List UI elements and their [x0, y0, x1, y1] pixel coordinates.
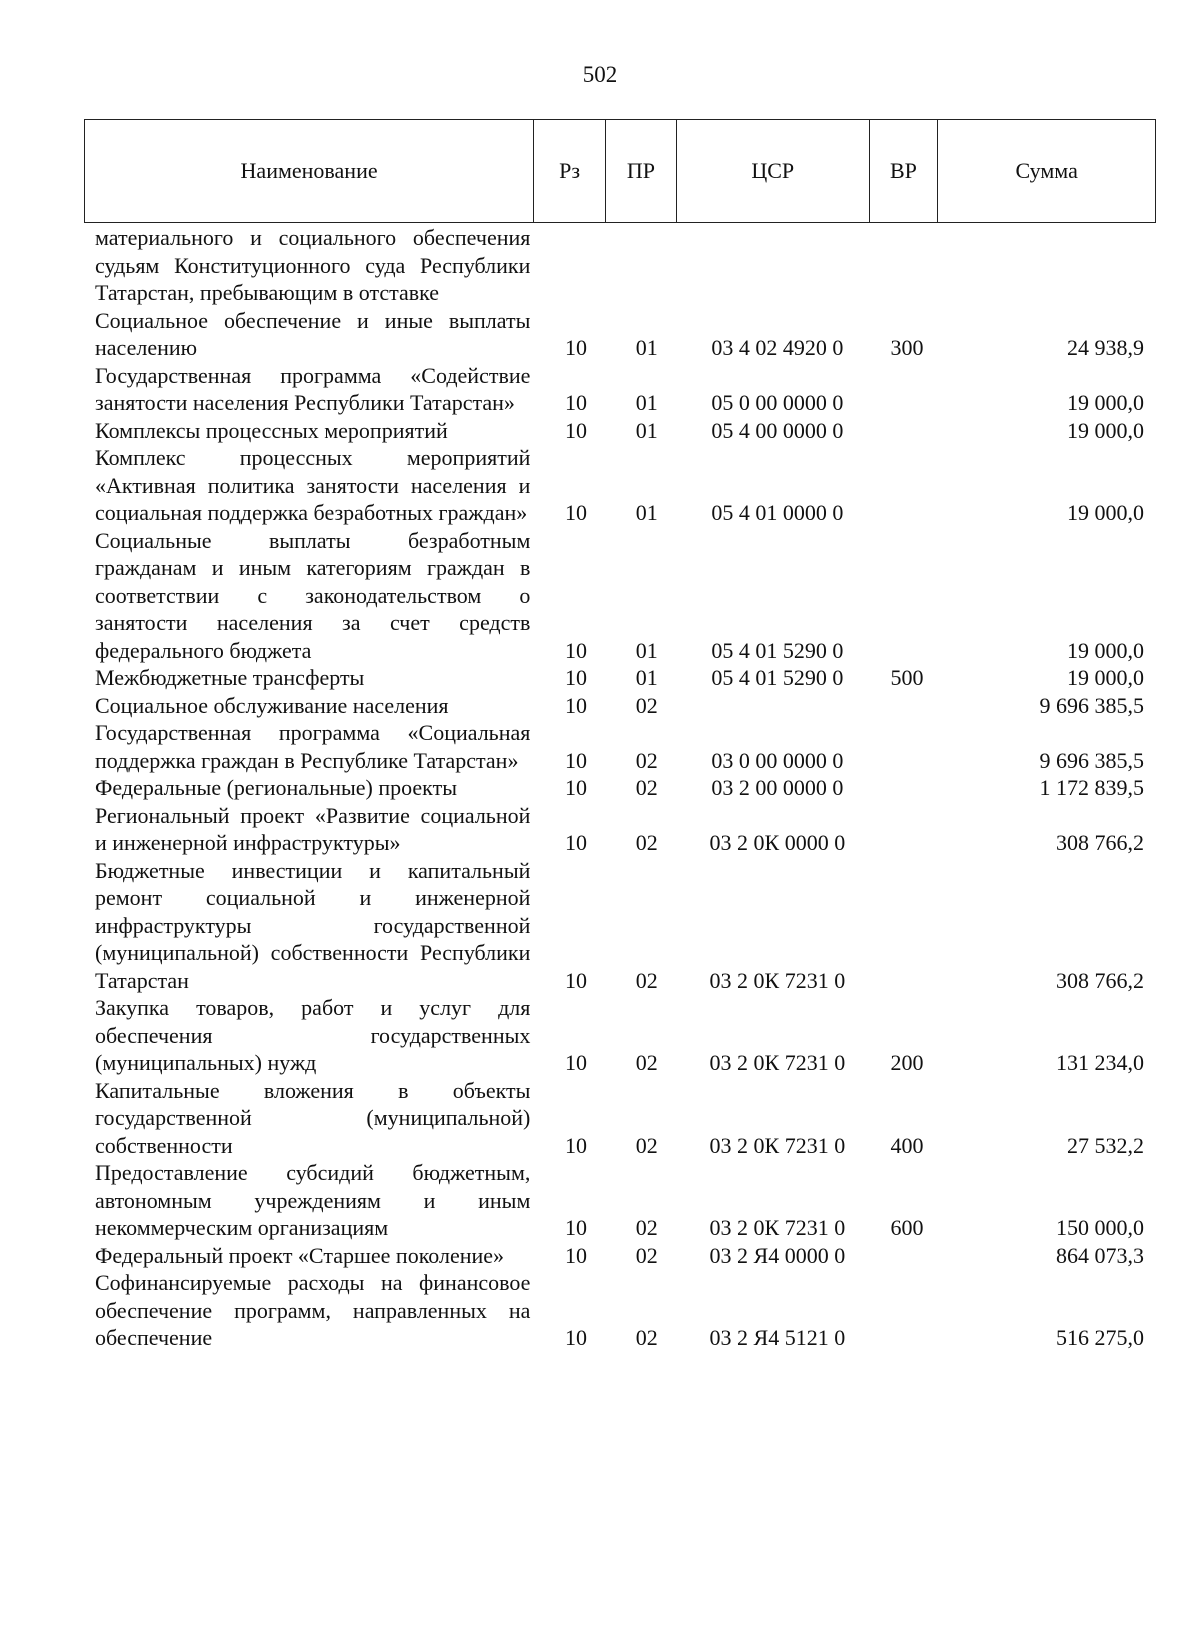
row-sum: 19 000,0: [1067, 390, 1145, 415]
row-csr: 03 2 0К 7231 0: [709, 1132, 846, 1158]
row-name: Комплексы процессных мероприятий: [95, 417, 448, 443]
row-name: Софинансируемые расходы на финансовое обеспечение программ, направленных на обеспечение: [95, 1270, 531, 1350]
table-row: [84, 307, 1156, 362]
table-row: [84, 692, 1156, 720]
table-row: [84, 1077, 1156, 1160]
row-csr: 03 2 Я4 0000 0: [709, 1242, 846, 1268]
row-rz: 10: [565, 747, 588, 773]
row-rz: 10: [565, 775, 588, 800]
row-pr: 02: [635, 1242, 658, 1268]
row-name: Закупка товаров, работ и услуг для обеспечения государственных (муниципальных) нужд: [95, 995, 531, 1075]
header-pr: ПР: [606, 120, 677, 222]
row-rz: 10: [565, 967, 588, 993]
row-rz: 10: [565, 830, 588, 855]
row-rz: 10: [565, 500, 588, 525]
row-sum: 131 234,0: [1056, 1050, 1145, 1075]
row-sum: 9 696 385,5: [1039, 747, 1145, 773]
table-row: [84, 994, 1156, 1077]
row-sum: 308 766,2: [1056, 830, 1145, 855]
row-rz: 10: [565, 1325, 588, 1350]
row-csr: 03 2 0К 7231 0: [709, 1050, 846, 1075]
row-name: Межбюджетные трансферты: [95, 665, 365, 690]
row-sum: 24 938,9: [1067, 335, 1145, 360]
row-pr: 02: [635, 747, 658, 773]
row-csr: 03 4 02 4920 0: [711, 335, 844, 360]
header-sum: Сумма: [1015, 158, 1078, 183]
row-sum: 19 000,0: [1067, 665, 1145, 690]
row-rz: 10: [565, 692, 588, 718]
row-csr: 05 4 01 5290 0: [711, 637, 844, 663]
table-row: [84, 1159, 1156, 1242]
row-pr: 01: [635, 417, 658, 443]
table-row: [84, 1269, 1156, 1352]
row-csr: 05 4 01 5290 0: [711, 665, 844, 690]
row-name: Предоставление субсидий бюджетным, автономным учреждениям и иным некоммерческим организациям: [95, 1160, 531, 1240]
table-row: [84, 417, 1156, 445]
row-rz: 10: [565, 637, 588, 663]
row-sum: 19 000,0: [1067, 637, 1145, 663]
table-row: [84, 527, 1156, 665]
row-name: Бюджетные инвестиции и капитальный ремонт социальной и инженерной инфраструктуры государственной (муниципальной) собственности Республики Татарстан: [95, 857, 531, 993]
row-name: Региональный проект «Развитие социальной и инженерной инфраструктуры»: [95, 802, 531, 855]
row-pr: 02: [635, 1215, 658, 1240]
row-name: Федеральный проект «Старшее поколение»: [95, 1242, 505, 1268]
table-row: [84, 664, 1156, 692]
row-csr: 05 4 00 0000 0: [711, 417, 844, 443]
row-name: материального и социального обеспечения судьям Конституционного суда Республики Татарстан, пребывающим в отставке: [95, 225, 531, 305]
row-csr: 03 2 0К 7231 0: [709, 967, 846, 993]
row-sum: 516 275,0: [1056, 1325, 1145, 1350]
row-csr: 03 2 Я4 5121 0: [709, 1325, 846, 1350]
table-body: [84, 224, 1156, 1352]
row-pr: 02: [635, 1132, 658, 1158]
row-sum: 864 073,3: [1056, 1242, 1145, 1268]
row-csr: 05 4 01 0000 0: [711, 500, 844, 525]
row-rz: 10: [565, 335, 588, 360]
header-csr: ЦСР: [677, 120, 870, 222]
row-pr: 02: [635, 692, 658, 718]
row-pr: 02: [635, 1325, 658, 1350]
header-name: Наименование: [85, 120, 534, 222]
row-csr: 03 2 00 0000 0: [711, 775, 844, 800]
row-name: Государственная программа «Социальная поддержка граждан в Республике Татарстан»: [95, 720, 531, 773]
table-row: [84, 774, 1156, 802]
header-vr: ВР: [870, 120, 939, 222]
row-rz: 10: [565, 1215, 588, 1240]
row-pr: 02: [635, 830, 658, 855]
row-name: Капитальные вложения в объекты государственной (муниципальной) собственности: [95, 1077, 531, 1158]
row-csr: 03 2 0К 7231 0: [709, 1215, 846, 1240]
table-row: [84, 719, 1156, 774]
row-rz: 10: [565, 665, 588, 690]
row-pr: 01: [635, 335, 658, 360]
row-vr: 600: [890, 1215, 924, 1240]
row-vr: 300: [890, 335, 924, 360]
header-rz: Рз: [534, 120, 606, 222]
table-row: [84, 802, 1156, 857]
row-name: Федеральные (региональные) проекты: [95, 775, 457, 800]
row-name: Социальное обеспечение и иные выплаты населению: [95, 307, 531, 360]
table-row: [84, 224, 1156, 307]
row-rz: 10: [565, 1050, 588, 1075]
table-row: [84, 444, 1156, 527]
table-row: [84, 1242, 1156, 1270]
page-number: 502: [582, 62, 618, 87]
row-name: Социальное обслуживание населения: [95, 692, 449, 718]
row-sum: 27 532,2: [1067, 1132, 1145, 1158]
row-pr: 01: [635, 500, 658, 525]
row-pr: 02: [635, 967, 658, 993]
row-vr: 400: [890, 1132, 924, 1158]
row-csr: 03 0 00 0000 0: [711, 747, 844, 773]
row-pr: 01: [635, 390, 658, 415]
row-sum: 150 000,0: [1056, 1215, 1145, 1240]
row-name: Социальные выплаты безработным гражданам и иным категориям граждан в соответствии с законодательством о занятости населения за счет средств федерального бюджета: [95, 527, 531, 663]
row-sum: 19 000,0: [1067, 500, 1145, 525]
row-sum: 19 000,0: [1067, 417, 1145, 443]
row-pr: 01: [635, 665, 658, 690]
row-sum: 9 696 385,5: [1039, 692, 1145, 718]
table-header: [84, 119, 1156, 223]
row-pr: 01: [635, 637, 658, 663]
row-sum: 308 766,2: [1056, 967, 1145, 993]
table-row: [84, 857, 1156, 995]
row-sum: 1 172 839,5: [1039, 775, 1145, 800]
row-pr: 02: [635, 775, 658, 800]
row-rz: 10: [565, 390, 588, 415]
row-pr: 02: [635, 1050, 658, 1075]
row-name: Комплекс процессных мероприятий «Активная политика занятости населения и социальная поддержка безработных граждан»: [95, 445, 531, 525]
row-csr: 03 2 0К 0000 0: [709, 830, 846, 855]
row-vr: 200: [890, 1050, 924, 1075]
row-rz: 10: [565, 1242, 588, 1268]
row-rz: 10: [565, 417, 588, 443]
row-vr: 500: [890, 665, 924, 690]
row-name: Государственная программа «Содействие занятости населения Республики Татарстан»: [95, 362, 531, 415]
table-row: [84, 362, 1156, 417]
row-csr: 05 0 00 0000 0: [711, 390, 844, 415]
row-rz: 10: [565, 1132, 588, 1158]
